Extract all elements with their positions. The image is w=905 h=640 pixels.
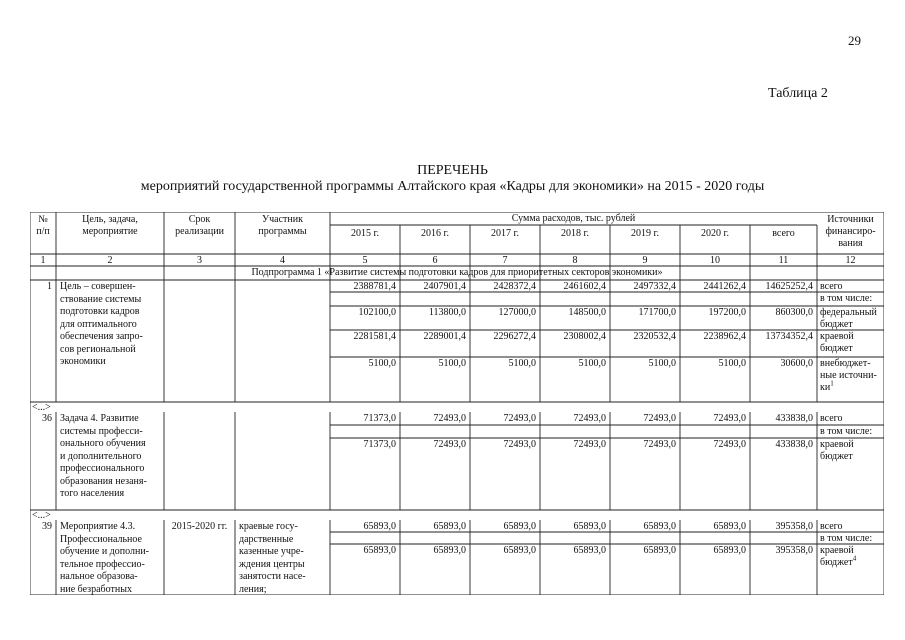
footnote-marker: 4 [852, 554, 857, 563]
amount-cell: 71373,0 [363, 439, 396, 450]
amount-cell: 5100,0 [648, 358, 676, 369]
goal-text-line: сов региональной [60, 343, 136, 355]
amount-cell: 395358,0 [775, 545, 813, 556]
amount-cell: 2497332,4 [633, 281, 676, 292]
header-source: финансиро- [825, 226, 876, 237]
amount-cell: 5100,0 [578, 358, 606, 369]
header-goal: мероприятие [82, 226, 138, 237]
term-text: 2015-2020 гг. [171, 521, 228, 532]
column-number: 9 [642, 255, 648, 266]
goal-text-line: тельное профессио- [60, 558, 145, 570]
column-number: 4 [280, 255, 285, 266]
header-year: 2017 г. [491, 228, 519, 239]
amount-cell: 2407901,4 [423, 281, 466, 292]
amount-cell: 171700,0 [638, 307, 676, 318]
amount-cell: 65893,0 [643, 521, 676, 532]
header-participant: Участник [262, 214, 303, 225]
amount-cell: 2441262,4 [703, 281, 746, 292]
page-number: 29 [848, 33, 861, 48]
goal-text-line: обеспечения запро- [60, 331, 143, 342]
amount-cell: 102100,0 [358, 307, 396, 318]
header-source: вания [838, 238, 863, 249]
amount-cell: 65893,0 [713, 521, 746, 532]
amount-cell: 65893,0 [713, 545, 746, 556]
column-number: 1 [40, 255, 46, 266]
amount-cell: 65893,0 [573, 521, 606, 532]
amount-cell: 433838,0 [775, 439, 813, 450]
source-text-line: всего [820, 281, 843, 292]
source-text-line: бюджет [820, 319, 853, 330]
amount-cell: 72493,0 [433, 439, 466, 450]
goal-text-line: и дополнительного [60, 450, 142, 462]
source-text-line: всего [820, 521, 843, 532]
amount-cell: 2296272,4 [493, 331, 536, 342]
participant-text-line: ления; [239, 583, 267, 595]
amount-cell: 2308002,4 [563, 331, 606, 342]
source-text-line: краевой [820, 331, 854, 342]
amount-cell: 72493,0 [713, 413, 746, 424]
header-num: п/п [36, 226, 50, 237]
row-number: 36 [42, 413, 52, 424]
goal-text-line: Мероприятие 4.3. [60, 521, 136, 532]
goal-text-line: того населения [60, 488, 125, 499]
amount-cell: 65893,0 [573, 545, 606, 556]
source-text-line: федеральный [820, 307, 877, 318]
amount-cell: 13734352,4 [765, 331, 813, 342]
goal-text-line: обучение и дополни- [60, 546, 149, 557]
column-number: 2 [107, 255, 113, 266]
goal-text-line: подготовки кадров [60, 306, 140, 317]
source-text-line: $ки^1$ [820, 379, 834, 393]
amount-cell: 65893,0 [643, 545, 676, 556]
source-text-line: краевой [820, 439, 854, 450]
expenditure-table [30, 212, 884, 595]
goal-text-line: нальное образова- [60, 571, 138, 582]
amount-cell: 72493,0 [503, 413, 536, 424]
amount-cell: 2461602,4 [563, 281, 606, 292]
amount-cell: 113800,0 [428, 307, 466, 318]
header-participant: программы [258, 226, 307, 237]
amount-cell: 5100,0 [438, 358, 466, 369]
amount-cell: 71373,0 [363, 413, 396, 424]
amount-cell: 2320532,4 [633, 331, 676, 342]
amount-cell: 2289001,4 [423, 331, 466, 342]
participant-text-line: дарственные [239, 533, 294, 545]
goal-text-line: Цель – совершен- [60, 281, 136, 292]
ellipsis-row: <...> [32, 402, 51, 413]
amount-cell: 5100,0 [368, 358, 396, 369]
goal-text-line: ствование системы [60, 293, 142, 305]
header-num: № [38, 214, 48, 225]
ellipsis-row: <...> [32, 510, 51, 521]
amount-cell: 5100,0 [718, 358, 746, 369]
amount-cell: 5100,0 [508, 358, 536, 369]
column-number: 5 [362, 255, 368, 266]
goal-text-line: ние безработных [60, 583, 132, 595]
column-number: 10 [710, 255, 720, 266]
subprogram-title: Подпрограмма 1 «Развитие системы подготовки кадров для приоритетных секторов экономики» [251, 267, 663, 278]
source-text-line: в том числе: [820, 533, 873, 544]
header-term: реализации [175, 226, 224, 237]
source-text-line: бюджет$^4$ [820, 554, 857, 568]
amount-cell: 72493,0 [503, 439, 536, 450]
column-number: 11 [778, 255, 789, 266]
amount-cell: 127000,0 [498, 307, 536, 318]
participant-text-line: краевые госу- [239, 521, 298, 532]
source-text-line: всего [820, 413, 843, 424]
header-source: Источники [827, 214, 874, 225]
goal-text-line: профессионального [60, 463, 145, 474]
header-year: 2019 г. [631, 228, 659, 239]
amount-cell: 65893,0 [363, 545, 396, 556]
source-text-line: внебюджет- [820, 358, 871, 369]
amount-cell: 197200,0 [708, 307, 746, 318]
participant-text-line: казенные учре- [239, 546, 304, 557]
column-number: 7 [502, 255, 508, 266]
source-text-line: бюджет [820, 343, 853, 354]
amount-cell: 2428372,4 [493, 281, 536, 292]
amount-cell: 72493,0 [573, 439, 606, 450]
row-number: 1 [47, 281, 52, 292]
column-number: 3 [197, 255, 202, 266]
header-term: Срок [188, 214, 211, 225]
document-title: ПЕРЕЧЕНЬ [417, 163, 488, 178]
amount-cell: 2281581,4 [353, 331, 396, 342]
amount-cell: 2388781,4 [353, 281, 396, 292]
source-text-line: в том числе: [820, 426, 873, 437]
goal-text-line: Профессиональное [60, 533, 142, 545]
header-sum-group: Сумма расходов, тыс. рублей [511, 213, 636, 224]
participant-text-line: ждения центры [239, 558, 305, 570]
amount-cell: 65893,0 [503, 521, 536, 532]
amount-cell: 2238962,4 [703, 331, 746, 342]
amount-cell: 30600,0 [780, 358, 813, 369]
column-number: 12 [845, 255, 856, 266]
goal-text-line: образования незаня- [60, 475, 147, 487]
header-year: 2020 г. [701, 228, 729, 239]
header-year: 2018 г. [561, 228, 589, 239]
header-year: 2015 г. [351, 228, 379, 239]
source-text-line: бюджет [820, 451, 853, 462]
goal-text-line: Задача 4. Развитие [60, 413, 139, 424]
amount-cell: 148500,0 [568, 307, 606, 318]
source-text-line: ные источни- [820, 370, 877, 381]
amount-cell: 65893,0 [363, 521, 396, 532]
document-subtitle: мероприятий государственной программы Алтайского края «Кадры для экономики» на 2015 - 2020 годы [140, 179, 765, 194]
source-text-line: краевой [820, 545, 854, 556]
footnote-marker: 1 [830, 379, 834, 388]
amount-cell: 65893,0 [503, 545, 536, 556]
amount-cell: 72493,0 [643, 439, 676, 450]
amount-cell: 65893,0 [433, 521, 466, 532]
source-text-line: в том числе: [820, 293, 873, 304]
amount-cell: 72493,0 [433, 413, 466, 424]
goal-text-line: системы професси- [60, 425, 143, 437]
column-number: 6 [432, 255, 438, 266]
goal-text-line: онального обучения [60, 438, 146, 449]
amount-cell: 72493,0 [573, 413, 606, 424]
row-number: 39 [42, 521, 52, 532]
header-goal: Цель, задача, [82, 214, 138, 225]
amount-cell: 395358,0 [775, 521, 813, 532]
column-number: 8 [572, 255, 578, 266]
amount-cell: 860300,0 [775, 307, 813, 318]
header-year: всего [772, 228, 795, 239]
goal-text-line: для оптимального [60, 318, 137, 330]
goal-text-line: экономики [60, 356, 106, 367]
amount-cell: 433838,0 [775, 413, 813, 424]
amount-cell: 14625252,4 [765, 281, 813, 292]
header-year: 2016 г. [421, 228, 449, 239]
amount-cell: 65893,0 [433, 545, 466, 556]
participant-text-line: занятости насе- [239, 571, 306, 582]
table-label: Таблица 2 [768, 86, 828, 101]
amount-cell: 72493,0 [713, 439, 746, 450]
amount-cell: 72493,0 [643, 413, 676, 424]
